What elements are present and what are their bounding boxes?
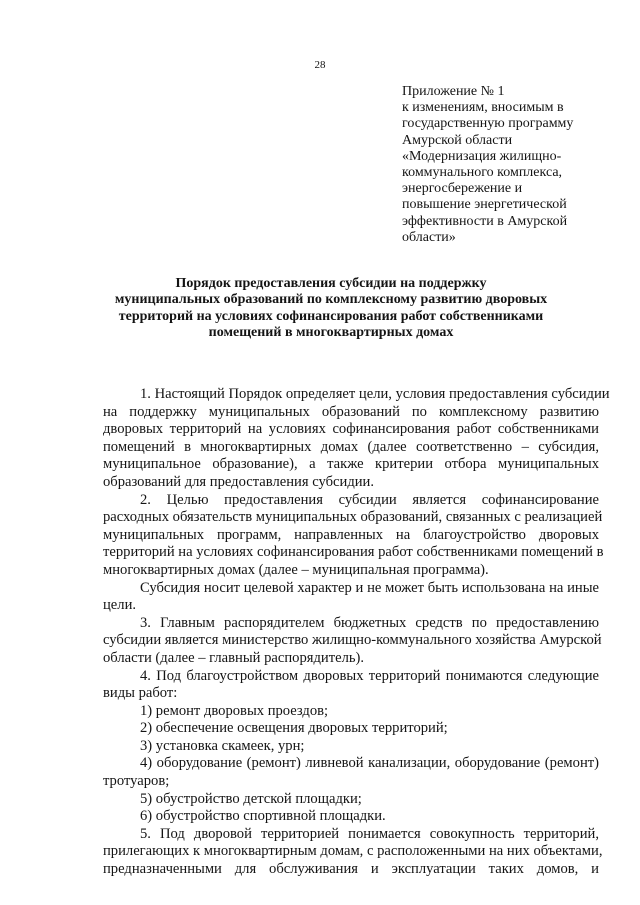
text-line: Субсидия носит целевой характер и не может быть использована на иные: [140, 579, 599, 596]
appendix-line: области»: [402, 229, 456, 245]
text-line: виды работ:: [103, 685, 178, 702]
document-body: [103, 386, 610, 879]
list-item: 3) установка скамеек, урн;: [140, 737, 305, 754]
paragraph-6: [103, 825, 603, 879]
text-line: предназначенными для обслуживания и эксплуатации таких домов, и: [103, 861, 599, 878]
text-line: прилегающих к многоквартирным домам, с расположенными на них объектами,: [103, 843, 603, 860]
appendix-line: эффективности в Амурской: [402, 213, 568, 229]
document-title: [102, 276, 560, 342]
title-line: муниципальных образований по комплексному развитию дворовых: [114, 292, 548, 308]
text-line: 3. Главным распорядителем бюджетных средств по предоставлению: [140, 614, 599, 631]
paragraph-5: [103, 668, 599, 703]
appendix-line: коммунального комплекса,: [402, 165, 563, 181]
appendix-block: [402, 84, 602, 246]
text-line: цели.: [103, 597, 137, 614]
list-item: 1) ремонт дворовых проездов;: [140, 702, 329, 719]
list-item: 5) обустройство детской площадки;: [140, 790, 362, 807]
text-line: 2. Целью предоставления субсидии является софинансирование: [140, 491, 599, 508]
text-line: образований для предоставления субсидии.: [103, 473, 375, 490]
text-line: дворовых территорий на условиях софинансирования работ собственниками: [103, 421, 599, 438]
text-line: 4. Под благоустройством дворовых территорий понимаются следующие: [140, 667, 599, 684]
title-line: территорий на условиях софинансирования работ собственниками: [118, 308, 544, 324]
list-item: 6) обустройство спортивной площадки.: [140, 808, 386, 825]
works-list: [103, 703, 599, 826]
paragraph-1: [103, 386, 610, 492]
appendix-line: к изменениям, вносимым в: [402, 100, 564, 116]
text-line: расходных обязательств муниципальных образований, связанных с реализацией: [103, 509, 603, 526]
appendix-line: «Модернизация жилищно-: [402, 148, 562, 164]
text-line: области (далее – главный распорядитель).: [103, 649, 365, 666]
page-number: 28: [314, 59, 326, 71]
list-item: 2) обеспечение освещения дворовых территорий;: [140, 720, 448, 737]
appendix-line: энергосбережение и: [402, 181, 523, 197]
text-line: субсидии является министерство жилищно-коммунального хозяйства Амурской: [103, 632, 602, 649]
paragraph-2: [103, 491, 604, 580]
paragraph-4: [103, 614, 602, 668]
appendix-line: Амурской области: [402, 132, 513, 148]
appendix-line: повышение энергетической: [402, 197, 567, 213]
appendix-line: Приложение № 1: [402, 84, 505, 99]
appendix-line: государственную программу: [402, 116, 574, 132]
text-line: территорий на условиях софинансирования работ собственниками помещений в: [103, 544, 604, 561]
title-line: Порядок предоставления субсидии на поддержку: [175, 276, 487, 291]
text-line: муниципальных программ, направленных на благоустройство дворовых: [103, 526, 599, 543]
text-line: 5. Под дворовой территорией понимается совокупность территорий,: [140, 825, 599, 842]
text-line: многоквартирных домах (далее – муниципальная программа).: [103, 561, 489, 578]
title-line: помещений в многоквартирных домах: [208, 325, 454, 341]
text-line: помещений в многоквартирных домах (далее соответственно – субсидия,: [103, 438, 599, 455]
list-item: 4) оборудование (ремонт) ливневой канализации, оборудование (ремонт): [140, 755, 599, 772]
list-item-continuation: тротуаров;: [103, 773, 170, 790]
text-line: на поддержку муниципальных образований по комплексному развитию: [103, 403, 599, 420]
text-line: муниципальное образование), а также критерии отбора муниципальных: [103, 456, 599, 473]
paragraph-3: [103, 580, 599, 615]
text-line: 1. Настоящий Порядок определяет цели, условия предоставления субсидии: [140, 386, 610, 402]
